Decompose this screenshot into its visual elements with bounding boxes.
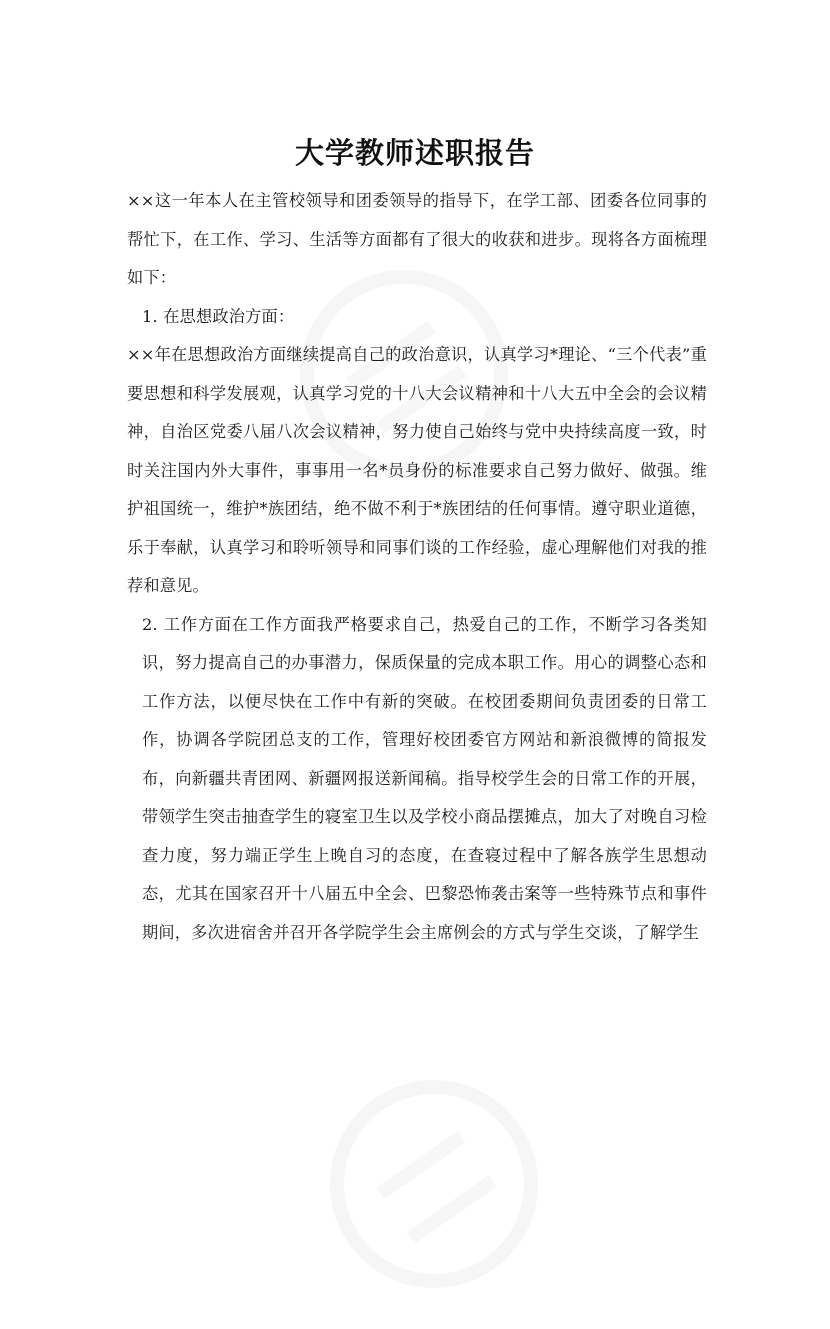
document-body bbox=[127, 182, 707, 952]
watermark-logo-icon bbox=[289, 1039, 579, 1329]
section-heading-politics: 1. 在思想政治方面： bbox=[142, 306, 295, 326]
document-title: 大学教师述职报告 bbox=[294, 136, 535, 171]
intro-paragraph: ××这一年本人在主管校领导和团委领导的指导下，在学工部、团委各位同事的帮忙下，在工作、学习、生活等方面都有了很大的收获和进步。现将各方面梳理如下： bbox=[127, 191, 707, 287]
work-paragraph: 2. 工作方面在工作方面我严格要求自己，热爱自己的工作，不断学习各类知识，努力提高自己的办事潜力，保质保量的完成本职工作。用心的调整心态和工作方法，以便尽快在工作中有新的突破。在校团委期间负责团委的日常工作，协调各学院团总支的工作，管理好校团委官方网站和新浪微博的简报发布，向新疆共青团网、新疆网报送新闻稿。指导校学生会的日常工作的开展，带领学生突击抽查学生的寝室卫生以及学校小商品摆摊点，加大了对晚自习检查力度，努力端正学生上晚自习的态度，在查寝过程中了解各族学生思想动态，尤其在国家召开十八届五中全会、巴黎恐怖袭击案等一些特殊节点和事件期间，多次进宿舍并召开各学院学生会主席例会的方式与学生交谈，了解学生 bbox=[142, 614, 707, 942]
politics-paragraph: ××年在思想政治方面继续提高自己的政治意识，认真学习*理论、“三个代表”重要思想和科学发展观，认真学习党的十八大会议精神和十八大五中全会的会议精神，自治区党委八届八次会议精神，努力使自己始终与党中央持续高度一致，时时关注国内外大事件，事事用一名*员身份的标准要求自己努力做好、做强。维护祖国统一，维护*族团结，绝不做不利于*族团结的任何事情。遵守职业道德，乐于奉献，认真学习和聆听领导和同事们谈的工作经验，虚心理解他们对我的推荐和意见。 bbox=[127, 345, 707, 595]
